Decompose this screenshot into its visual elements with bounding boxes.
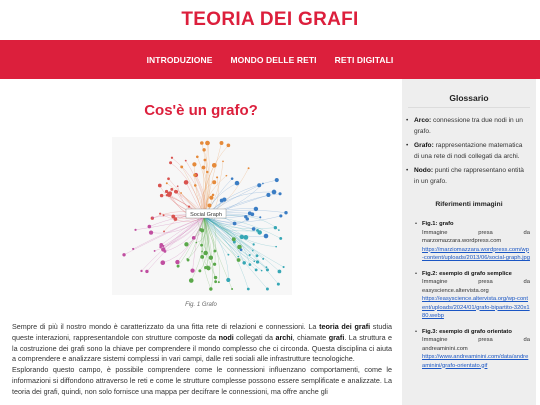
graph-node bbox=[180, 165, 183, 168]
graph-node bbox=[240, 235, 245, 240]
graph-node bbox=[261, 270, 263, 272]
graph-node bbox=[253, 260, 255, 262]
reference-title: • Fig.1: grafo bbox=[422, 221, 454, 227]
graph-node bbox=[195, 242, 197, 244]
ref-word: presa bbox=[478, 337, 493, 343]
graph-node bbox=[213, 250, 216, 253]
graph-node bbox=[227, 254, 229, 256]
graph-node bbox=[152, 217, 154, 219]
graph-node bbox=[213, 263, 216, 266]
graph-node bbox=[140, 270, 142, 272]
graph-node bbox=[257, 230, 262, 235]
graph-node bbox=[262, 183, 264, 185]
graph-node bbox=[184, 180, 189, 185]
reference-link[interactable]: https://www.andreaminini.com/data/andreaminini/grafo-orientato.gif bbox=[422, 354, 529, 369]
graph-node bbox=[160, 194, 163, 197]
graph-node bbox=[283, 266, 285, 268]
graph-node bbox=[218, 281, 220, 283]
graph-node bbox=[278, 192, 281, 195]
graph-node bbox=[149, 230, 153, 234]
graph-node bbox=[171, 157, 173, 159]
graph-node bbox=[266, 268, 269, 271]
graph-node bbox=[208, 203, 212, 207]
graph-node bbox=[202, 166, 206, 170]
glossary-def: connessione tra due nodi in un grafo. bbox=[414, 117, 523, 135]
graph-node bbox=[163, 214, 165, 216]
graph-node bbox=[266, 288, 269, 291]
graph-node bbox=[226, 278, 230, 282]
graph-node bbox=[214, 276, 217, 279]
graph-node bbox=[202, 148, 205, 151]
graph-node bbox=[154, 250, 156, 252]
graph-node bbox=[242, 261, 245, 264]
graph-node bbox=[279, 237, 282, 240]
graph-node bbox=[247, 288, 250, 291]
ref-word: Immagine bbox=[422, 279, 448, 285]
graph-node bbox=[275, 246, 277, 248]
nav-item-mondo-delle-reti[interactable]: MONDO DELLE RETI bbox=[230, 54, 317, 65]
graph-node bbox=[177, 265, 180, 268]
graph-node bbox=[169, 161, 172, 164]
p1-text-c: studia queste interazioni, rappresentandole con strutture composte da bbox=[12, 322, 392, 342]
references-title: Riferimenti immagini bbox=[435, 201, 503, 208]
reference-desc bbox=[422, 278, 530, 287]
graph-node bbox=[161, 247, 165, 251]
graph-node bbox=[167, 177, 170, 180]
reference-link[interactable]: https://easyscience.altervista.org/wp-content/uploads/2024/01/grafo-bipartito-320x180.webp bbox=[422, 296, 530, 319]
graph-node bbox=[252, 250, 254, 252]
graph-node bbox=[159, 213, 161, 215]
term-grafi: grafi bbox=[328, 332, 345, 342]
reference-source: marzomazzara.wordpress.com bbox=[422, 238, 502, 244]
graph-node bbox=[160, 260, 165, 265]
graph-node bbox=[231, 288, 233, 290]
graph-node bbox=[274, 226, 277, 229]
graph-node bbox=[132, 248, 134, 250]
graph-node bbox=[204, 266, 207, 269]
graph-node bbox=[248, 167, 250, 169]
graph-node bbox=[200, 244, 203, 247]
ref-word: Immagine bbox=[422, 229, 448, 236]
graph-node bbox=[275, 178, 279, 182]
ref-word: da bbox=[523, 279, 530, 285]
site-title[interactable]: TEORIA DEI GRAFI bbox=[181, 9, 359, 30]
graph-edge bbox=[142, 217, 204, 271]
nav-item-reti-digitali[interactable]: RETI DIGITALI bbox=[334, 54, 394, 65]
ref-word: presa bbox=[478, 279, 493, 285]
graph-node bbox=[232, 237, 236, 241]
graph-node bbox=[204, 159, 207, 162]
social-graph-figure bbox=[112, 137, 292, 295]
reference-title: • Fig.3: esempio di grafo orientato bbox=[422, 328, 512, 335]
graph-node bbox=[277, 283, 280, 286]
reference-desc bbox=[422, 229, 530, 238]
graph-node bbox=[162, 245, 164, 247]
page-layout bbox=[0, 88, 540, 405]
graph-node bbox=[193, 174, 196, 177]
graph-node bbox=[254, 207, 258, 211]
graph-node bbox=[237, 258, 241, 262]
graph-node bbox=[209, 256, 213, 260]
glossary-title: Glossario bbox=[449, 93, 489, 103]
reference-source: easyscience.altervista.org bbox=[422, 287, 489, 294]
nav-item-introduzione[interactable]: INTRODUZIONE bbox=[146, 54, 213, 65]
social-graph-image bbox=[112, 137, 292, 295]
graph-node bbox=[159, 246, 162, 249]
graph-node bbox=[170, 188, 173, 191]
graph-node bbox=[226, 175, 228, 177]
graph-node bbox=[250, 212, 254, 216]
graph-node bbox=[165, 190, 168, 193]
graph-node bbox=[163, 230, 165, 232]
graph-node bbox=[279, 214, 282, 217]
graph-node bbox=[252, 243, 254, 245]
graph-node bbox=[209, 196, 213, 200]
graph-node bbox=[256, 260, 259, 263]
graph-center-label: Social Graph bbox=[190, 212, 222, 218]
graph-node bbox=[192, 236, 196, 240]
graph-node bbox=[252, 227, 256, 231]
graph-node bbox=[166, 182, 168, 184]
main-content bbox=[8, 88, 394, 405]
graph-node bbox=[240, 248, 243, 251]
graph-node bbox=[284, 211, 287, 214]
graph-node bbox=[168, 191, 172, 195]
reference-link[interactable]: https://marziomazzara.wordpress.com/wp-content/uploads/2013/06/social-graph.jpg bbox=[422, 246, 530, 261]
graph-node bbox=[231, 177, 234, 180]
graph-node bbox=[212, 163, 217, 168]
glossary-list bbox=[402, 108, 536, 187]
graph-node bbox=[266, 266, 268, 268]
main-navbar bbox=[0, 40, 540, 79]
graph-node bbox=[192, 162, 196, 166]
graph-node bbox=[257, 183, 261, 187]
term-archi: archi bbox=[275, 332, 293, 342]
p1-text-f: . La struttura e la costruzione dei grafi sono la chiave per comprendere il mondo complesso che ci circonda. Questa disciplina ci aiuta a comprendere e analizzare sistemi complessi in vari campi, dalle reti sociali alle infrastrutture tecnologiche. bbox=[12, 332, 393, 364]
term-nodi: nodi bbox=[218, 332, 234, 342]
term-teoria-dei-grafi: teoria dei grafi bbox=[319, 322, 371, 331]
glossary-term: Arco: bbox=[414, 117, 432, 124]
glossary-def: punti che rappresentano entità in un grafo. bbox=[414, 167, 524, 185]
graph-node bbox=[177, 185, 179, 187]
glossary-term: Grafo: bbox=[414, 142, 434, 149]
graph-node bbox=[190, 268, 194, 272]
graph-node bbox=[244, 235, 249, 240]
reference-item bbox=[402, 270, 536, 321]
graph-node bbox=[187, 259, 190, 262]
p1-text-e: , chiamate bbox=[292, 332, 329, 342]
paragraph-2: Esplorando questo campo, è possibile comprendere come le connessioni influenzano comportamenti, come le informazioni si diffondono attraverso le reti e come le strutture complesse possono essere semplificate e analizzate. La teoria dei grafi, quindi, non solo fornisce una mappa per decifrare le connessioni, ma offre anche gli bbox=[12, 365, 392, 396]
ref-word: presa bbox=[478, 229, 493, 236]
graph-node bbox=[175, 260, 179, 264]
site-header bbox=[0, 0, 540, 40]
graph-node bbox=[222, 161, 224, 163]
reference-source: andreaminini.com bbox=[422, 345, 468, 352]
page-title: Cos'è un grafo? bbox=[144, 102, 258, 119]
article-body bbox=[12, 322, 392, 398]
graph-node bbox=[214, 280, 217, 283]
sidebar bbox=[402, 79, 536, 405]
graph-node bbox=[203, 251, 208, 256]
graph-node bbox=[206, 141, 210, 145]
graph-node bbox=[256, 254, 259, 257]
glossary-item bbox=[402, 141, 536, 162]
graph-node bbox=[158, 184, 162, 188]
reference-item bbox=[402, 328, 536, 371]
graph-node bbox=[212, 180, 216, 184]
graph-node bbox=[122, 253, 125, 256]
reference-desc bbox=[422, 336, 530, 345]
graph-node bbox=[272, 190, 277, 195]
graph-node bbox=[189, 278, 194, 283]
graph-node bbox=[237, 256, 239, 258]
graph-node bbox=[201, 251, 203, 253]
graph-node bbox=[148, 225, 152, 229]
graph-node bbox=[180, 192, 182, 194]
graph-node bbox=[266, 193, 270, 197]
graph-node bbox=[220, 141, 224, 145]
graph-node bbox=[246, 217, 249, 220]
glossary-term: Nodo: bbox=[414, 167, 434, 174]
graph-node bbox=[216, 176, 218, 178]
graph-node bbox=[249, 254, 251, 256]
graph-node bbox=[185, 160, 187, 162]
p1-text-d: collegati da bbox=[233, 332, 276, 342]
ref-word: da bbox=[523, 337, 530, 343]
graph-node bbox=[235, 181, 240, 186]
graph-node bbox=[278, 270, 282, 274]
graph-node bbox=[184, 242, 188, 246]
reference-item bbox=[402, 220, 536, 263]
glossary-item bbox=[402, 166, 536, 187]
graph-node bbox=[278, 229, 280, 231]
graph-node bbox=[264, 234, 269, 239]
graph-node bbox=[134, 229, 136, 231]
reference-title: • Fig.2: esempio di grafo semplice bbox=[422, 270, 512, 277]
graph-node bbox=[222, 197, 226, 201]
graph-node bbox=[249, 263, 252, 266]
graph-node bbox=[194, 184, 197, 187]
ref-word: Immagine bbox=[422, 337, 448, 343]
graph-node bbox=[198, 269, 201, 272]
ref-word: da bbox=[523, 229, 530, 236]
figure-caption: Fig. 1 Grafo bbox=[185, 302, 217, 308]
graph-node bbox=[171, 215, 175, 219]
graph-node bbox=[199, 228, 202, 231]
graph-node bbox=[209, 287, 212, 290]
graph-node bbox=[206, 171, 208, 173]
paragraph-1 bbox=[12, 322, 392, 365]
graph-node bbox=[259, 216, 261, 218]
p1-text-a: Sempre di più il nostro mondo è caratterizzato da una fitta rete di relazioni e connessioni. La bbox=[12, 322, 320, 331]
graph-node bbox=[200, 141, 204, 145]
graph-node bbox=[196, 155, 199, 158]
glossary-def: rappresentazione matematica di una rete di nodi collegati da archi. bbox=[414, 142, 523, 160]
graph-node bbox=[233, 222, 237, 226]
graph-node bbox=[174, 190, 177, 193]
glossary-item bbox=[402, 116, 536, 137]
graph-node bbox=[200, 255, 204, 259]
graph-node bbox=[145, 270, 148, 273]
graph-node bbox=[255, 268, 258, 271]
graph-node bbox=[188, 206, 190, 208]
graph-node bbox=[227, 144, 231, 148]
graph-node bbox=[262, 258, 264, 260]
